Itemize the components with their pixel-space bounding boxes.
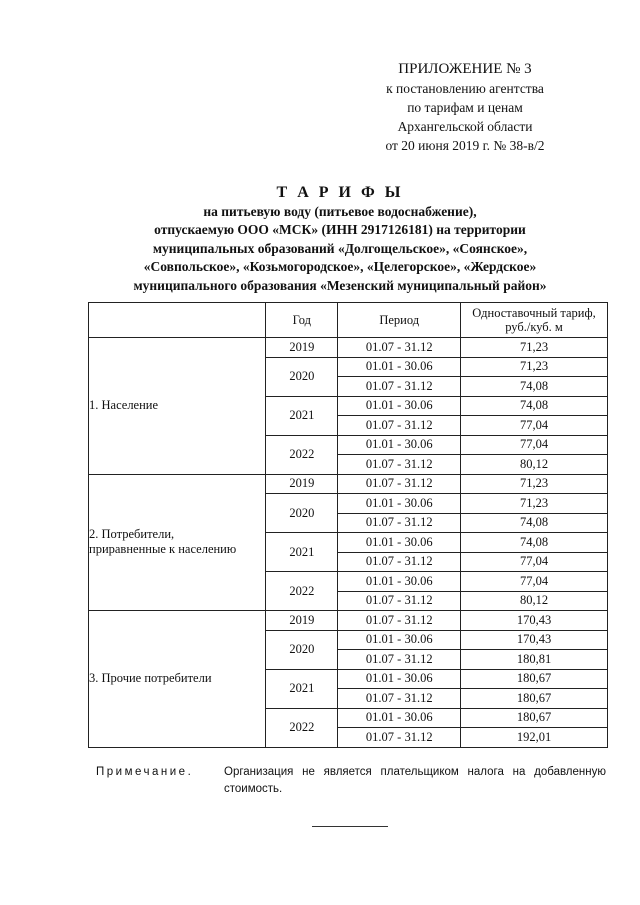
tariff-table <box>88 302 608 748</box>
table-header-row <box>89 303 608 338</box>
header-consumer <box>89 303 266 338</box>
closing-rule <box>312 826 388 827</box>
period-cell: 01.07 - 31.12 <box>338 474 461 494</box>
appendix-date: от 20 июня 2019 г. № 38-в/2 <box>385 138 545 153</box>
tariff-value-cell: 74,08 <box>461 513 608 533</box>
consumer-group-label: 3. Прочие потребители <box>89 671 212 686</box>
period-cell: 01.01 - 30.06 <box>338 533 461 553</box>
appendix-line-2: к постановлению агентства <box>386 81 544 96</box>
consumer-group-label-line-2: приравненные к населению <box>89 542 237 557</box>
tariff-value-cell: 80,12 <box>461 591 608 611</box>
table-row <box>89 338 608 358</box>
document-title <box>60 184 620 295</box>
tariff-value-cell: 180,67 <box>461 669 608 689</box>
year-cell: 2020 <box>266 630 338 669</box>
table-row <box>89 611 608 631</box>
tariff-value-cell: 77,04 <box>461 572 608 592</box>
note-label: Примечание. <box>96 766 194 778</box>
title-line-3: муниципальных образований «Долгощельское», «Соянское», <box>152 240 528 256</box>
title-line-2: отпускаемую ООО «МСК» (ИНН 2917126181) на территории <box>154 222 526 237</box>
tariff-value-cell: 74,08 <box>461 396 608 416</box>
tariff-value-cell: 74,08 <box>461 377 608 397</box>
consumer-group-cell <box>89 611 266 748</box>
tariff-value-cell: 71,23 <box>461 494 608 514</box>
year-cell: 2021 <box>266 669 338 708</box>
period-cell: 01.07 - 31.12 <box>338 591 461 611</box>
period-cell: 01.07 - 31.12 <box>338 513 461 533</box>
consumer-group-cell <box>89 474 266 611</box>
consumer-group-label: 2. Потребители, <box>89 527 175 542</box>
year-cell: 2021 <box>266 533 338 572</box>
tariff-value-cell: 77,04 <box>461 552 608 572</box>
year-cell: 2019 <box>266 474 338 494</box>
tariff-value-cell: 77,04 <box>461 416 608 436</box>
appendix-line-4: Архангельской области <box>397 119 533 134</box>
tariff-value-cell: 180,67 <box>461 689 608 709</box>
appendix-header <box>360 60 570 155</box>
table-row <box>89 474 608 494</box>
period-cell: 01.01 - 30.06 <box>338 494 461 514</box>
note <box>96 764 606 798</box>
appendix-line-3: по тарифам и ценам <box>407 100 523 115</box>
tariff-value-cell: 74,08 <box>461 533 608 553</box>
title-line-5: муниципального образования «Мезенский муниципальный район» <box>133 277 547 293</box>
year-cell: 2022 <box>266 708 338 747</box>
period-cell: 01.07 - 31.12 <box>338 455 461 475</box>
period-cell: 01.01 - 30.06 <box>338 396 461 416</box>
year-cell: 2022 <box>266 435 338 474</box>
period-cell: 01.07 - 31.12 <box>338 338 461 358</box>
period-cell: 01.01 - 30.06 <box>338 357 461 377</box>
tariff-value-cell: 180,81 <box>461 650 608 670</box>
tariff-value-cell: 80,12 <box>461 455 608 475</box>
year-cell: 2020 <box>266 357 338 396</box>
header-tariff-line-2: руб./куб. м <box>505 320 563 334</box>
tariff-value-cell: 71,23 <box>461 474 608 494</box>
tariff-value-cell: 180,67 <box>461 708 608 728</box>
tariff-value-cell: 192,01 <box>461 728 608 748</box>
header-period: Период <box>338 303 461 338</box>
year-cell: 2020 <box>266 494 338 533</box>
header-tariff-line-1: Одноставочный тариф, <box>472 306 596 320</box>
period-cell: 01.01 - 30.06 <box>338 572 461 592</box>
header-year: Год <box>266 303 338 338</box>
tariff-value-cell: 77,04 <box>461 435 608 455</box>
appendix-number: ПРИЛОЖЕНИЕ № 3 <box>398 61 532 77</box>
year-cell: 2019 <box>266 611 338 631</box>
period-cell: 01.01 - 30.06 <box>338 669 461 689</box>
year-cell: 2022 <box>266 572 338 611</box>
period-cell: 01.01 - 30.06 <box>338 630 461 650</box>
year-cell: 2021 <box>266 396 338 435</box>
period-cell: 01.07 - 31.12 <box>338 416 461 436</box>
note-text: Организация не является плательщиком налога на добавленную стоимость. <box>224 766 606 795</box>
tariff-value-cell: 71,23 <box>461 338 608 358</box>
period-cell: 01.07 - 31.12 <box>338 377 461 397</box>
period-cell: 01.07 - 31.12 <box>338 552 461 572</box>
period-cell: 01.07 - 31.12 <box>338 689 461 709</box>
period-cell: 01.07 - 31.12 <box>338 611 461 631</box>
tariff-value-cell: 71,23 <box>461 357 608 377</box>
period-cell: 01.01 - 30.06 <box>338 435 461 455</box>
period-cell: 01.07 - 31.12 <box>338 650 461 670</box>
consumer-group-label: 1. Население <box>89 398 159 413</box>
period-cell: 01.07 - 31.12 <box>338 728 461 748</box>
title-main: Т А Р И Ф Ы <box>276 184 404 201</box>
consumer-group-cell <box>89 338 266 475</box>
tariff-value-cell: 170,43 <box>461 611 608 631</box>
tariff-table-body <box>89 338 608 748</box>
title-line-1: на питьевую воду (питьевое водоснабжение), <box>203 203 477 219</box>
title-line-4: «Совпольское», «Козьмогородское», «Целегорское», «Жердское» <box>143 259 537 274</box>
year-cell: 2019 <box>266 338 338 358</box>
header-tariff <box>461 303 608 338</box>
tariff-value-cell: 170,43 <box>461 630 608 650</box>
period-cell: 01.01 - 30.06 <box>338 708 461 728</box>
